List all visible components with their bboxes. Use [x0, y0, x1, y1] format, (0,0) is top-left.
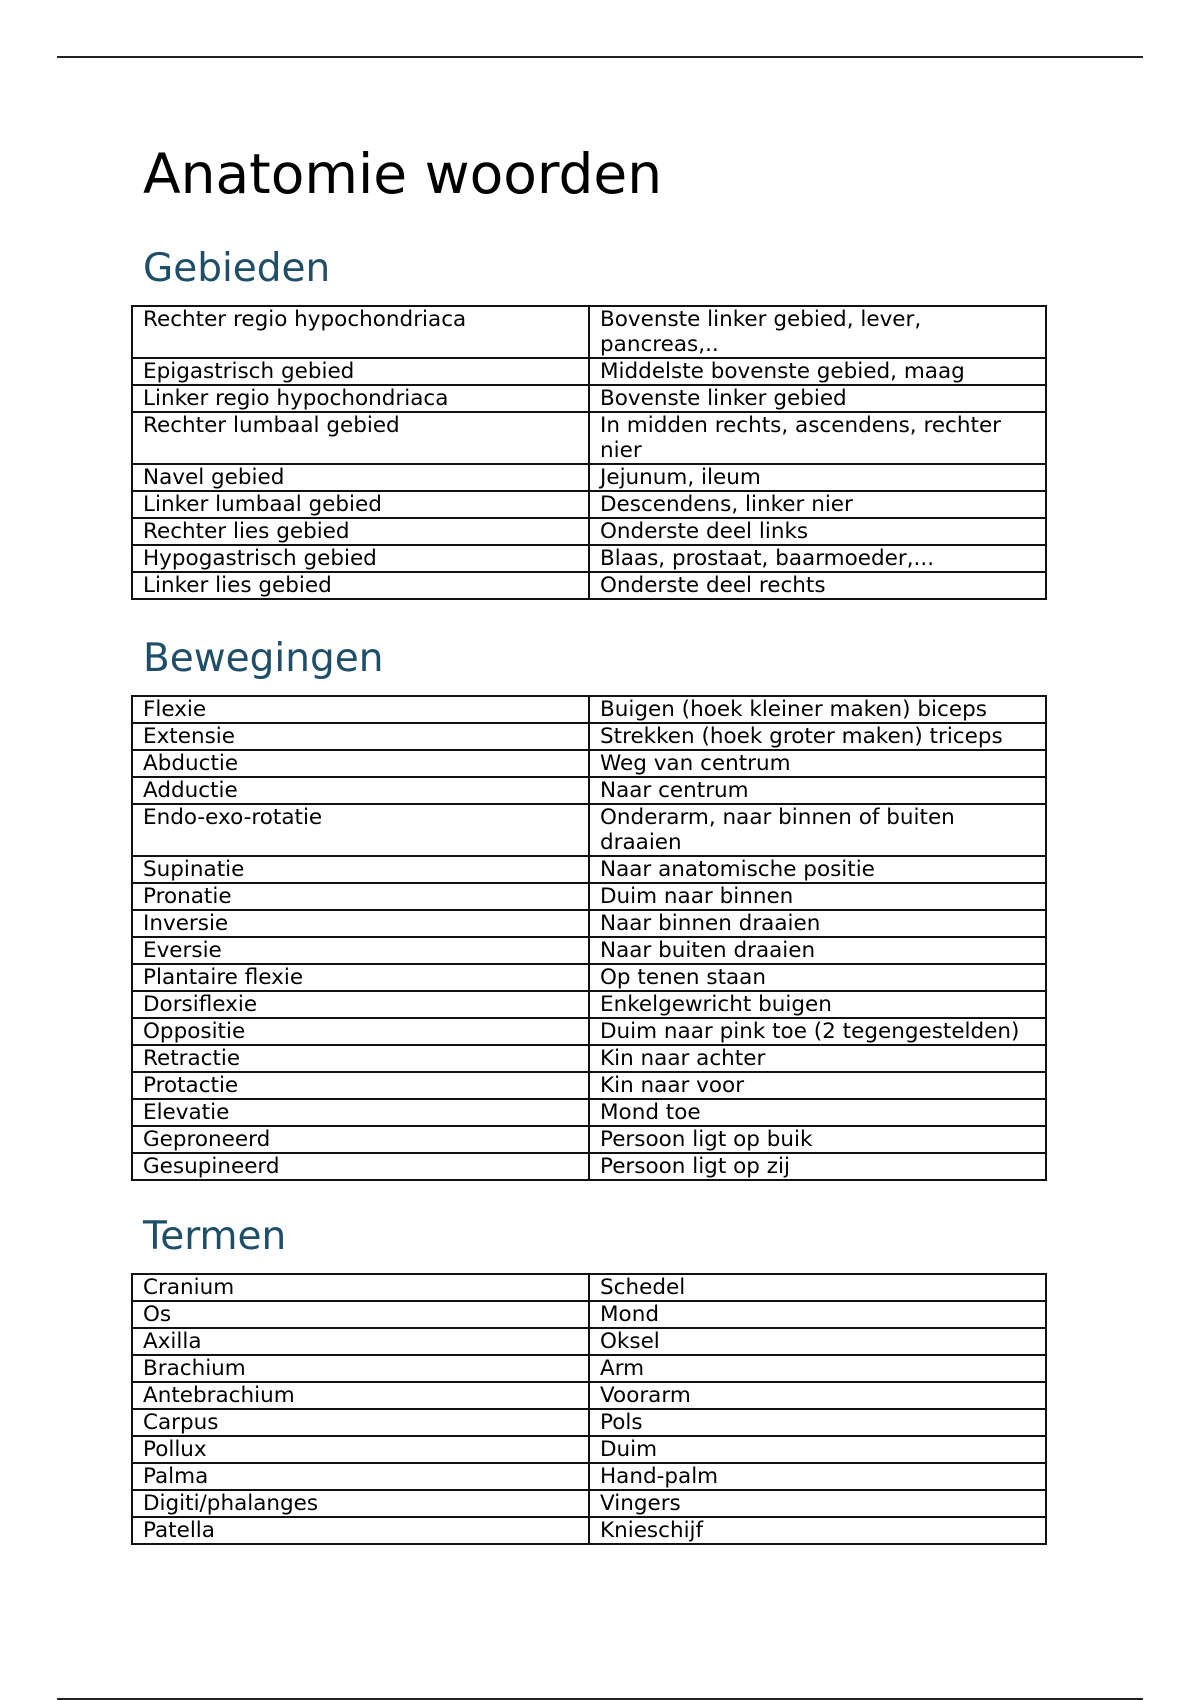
description-cell: Duim [589, 1436, 1046, 1463]
table-row [132, 1382, 1046, 1409]
term-cell: Geproneerd [132, 1126, 589, 1153]
table-row [132, 464, 1046, 491]
description-cell: Buigen (hoek kleiner maken) biceps [589, 696, 1046, 723]
table-row [132, 545, 1046, 572]
table-row [132, 412, 1046, 464]
table-termen [131, 1273, 1047, 1545]
description-cell: Descendens, linker nier [589, 491, 1046, 518]
term-cell: Plantaire flexie [132, 964, 589, 991]
description-cell: Duim naar pink toe (2 tegengestelden) [589, 1018, 1046, 1045]
table-row [132, 1517, 1046, 1544]
description-cell: Op tenen staan [589, 964, 1046, 991]
term-cell: Rechter regio hypochondriaca [132, 306, 589, 358]
term-cell: Linker lumbaal gebied [132, 491, 589, 518]
description-cell: Naar anatomische positie [589, 856, 1046, 883]
table-bewegingen [131, 695, 1047, 1181]
description-cell: Persoon ligt op zij [589, 1153, 1046, 1180]
table-row [132, 572, 1046, 599]
term-cell: Elevatie [132, 1099, 589, 1126]
table-row [132, 518, 1046, 545]
description-cell: Strekken (hoek groter maken) triceps [589, 723, 1046, 750]
description-cell: Arm [589, 1355, 1046, 1382]
description-cell: Naar centrum [589, 777, 1046, 804]
term-cell: Brachium [132, 1355, 589, 1382]
table-gebieden [131, 305, 1047, 600]
term-cell: Rechter lies gebied [132, 518, 589, 545]
description-cell: Pols [589, 1409, 1046, 1436]
term-cell: Oppositie [132, 1018, 589, 1045]
term-cell: Epigastrisch gebied [132, 358, 589, 385]
table-row [132, 1274, 1046, 1301]
table-row [132, 491, 1046, 518]
table-row [132, 804, 1046, 856]
term-cell: Hypogastrisch gebied [132, 545, 589, 572]
table-row [132, 306, 1046, 358]
description-cell: Duim naar binnen [589, 883, 1046, 910]
description-cell: Mond [589, 1301, 1046, 1328]
top-rule [57, 56, 1143, 58]
table-row [132, 1301, 1046, 1328]
table-row [132, 1045, 1046, 1072]
page-title: Anatomie woorden [143, 142, 663, 206]
description-cell: Weg van centrum [589, 750, 1046, 777]
description-cell: Naar binnen draaien [589, 910, 1046, 937]
table-row [132, 964, 1046, 991]
description-cell: Knieschijf [589, 1517, 1046, 1544]
description-cell: Kin naar voor [589, 1072, 1046, 1099]
term-cell: Protactie [132, 1072, 589, 1099]
term-cell: Antebrachium [132, 1382, 589, 1409]
section-heading-termen: Termen [143, 1214, 287, 1259]
description-cell: Hand-palm [589, 1463, 1046, 1490]
term-cell: Linker regio hypochondriaca [132, 385, 589, 412]
table-row [132, 991, 1046, 1018]
term-cell: Patella [132, 1517, 589, 1544]
description-cell: Blaas, prostaat, baarmoeder,... [589, 545, 1046, 572]
term-cell: Adductie [132, 777, 589, 804]
term-cell: Flexie [132, 696, 589, 723]
term-cell: Supinatie [132, 856, 589, 883]
term-cell: Endo-exo-rotatie [132, 804, 589, 856]
table-row [132, 1436, 1046, 1463]
table-row [132, 1099, 1046, 1126]
table-row [132, 856, 1046, 883]
term-cell: Gesupineerd [132, 1153, 589, 1180]
term-cell: Digiti/phalanges [132, 1490, 589, 1517]
table-row [132, 937, 1046, 964]
table-row [132, 696, 1046, 723]
description-cell: Oksel [589, 1328, 1046, 1355]
term-cell: Abductie [132, 750, 589, 777]
table-row [132, 723, 1046, 750]
description-cell: Middelste bovenste gebied, maag [589, 358, 1046, 385]
term-cell: Retractie [132, 1045, 589, 1072]
description-cell: Jejunum, ileum [589, 464, 1046, 491]
table-row [132, 1328, 1046, 1355]
description-cell: Kin naar achter [589, 1045, 1046, 1072]
term-cell: Palma [132, 1463, 589, 1490]
description-cell: Schedel [589, 1274, 1046, 1301]
table-row [132, 358, 1046, 385]
description-cell: Bovenste linker gebied, lever, pancreas,.. [589, 306, 1046, 358]
table-row [132, 1409, 1046, 1436]
description-cell: In midden rechts, ascendens, rechter nier [589, 412, 1046, 464]
term-cell: Linker lies gebied [132, 572, 589, 599]
table-row [132, 750, 1046, 777]
table-row [132, 1153, 1046, 1180]
table-row [132, 1126, 1046, 1153]
table-row [132, 1018, 1046, 1045]
description-cell: Naar buiten draaien [589, 937, 1046, 964]
description-cell: Voorarm [589, 1382, 1046, 1409]
description-cell: Onderste deel links [589, 518, 1046, 545]
term-cell: Rechter lumbaal gebied [132, 412, 589, 464]
term-cell: Carpus [132, 1409, 589, 1436]
term-cell: Os [132, 1301, 589, 1328]
description-cell: Mond toe [589, 1099, 1046, 1126]
section-heading-gebieden: Gebieden [143, 246, 331, 291]
term-cell: Inversie [132, 910, 589, 937]
table-row [132, 385, 1046, 412]
term-cell: Cranium [132, 1274, 589, 1301]
term-cell: Navel gebied [132, 464, 589, 491]
description-cell: Enkelgewricht buigen [589, 991, 1046, 1018]
term-cell: Extensie [132, 723, 589, 750]
description-cell: Onderste deel rechts [589, 572, 1046, 599]
description-cell: Bovenste linker gebied [589, 385, 1046, 412]
description-cell: Persoon ligt op buik [589, 1126, 1046, 1153]
term-cell: Pronatie [132, 883, 589, 910]
table-row [132, 1490, 1046, 1517]
table-row [132, 777, 1046, 804]
description-cell: Vingers [589, 1490, 1046, 1517]
table-row [132, 910, 1046, 937]
term-cell: Eversie [132, 937, 589, 964]
table-row [132, 1463, 1046, 1490]
section-heading-bewegingen: Bewegingen [143, 636, 384, 681]
table-row [132, 883, 1046, 910]
term-cell: Axilla [132, 1328, 589, 1355]
table-row [132, 1072, 1046, 1099]
description-cell: Onderarm, naar binnen of buiten draaien [589, 804, 1046, 856]
term-cell: Pollux [132, 1436, 589, 1463]
term-cell: Dorsiflexie [132, 991, 589, 1018]
table-row [132, 1355, 1046, 1382]
